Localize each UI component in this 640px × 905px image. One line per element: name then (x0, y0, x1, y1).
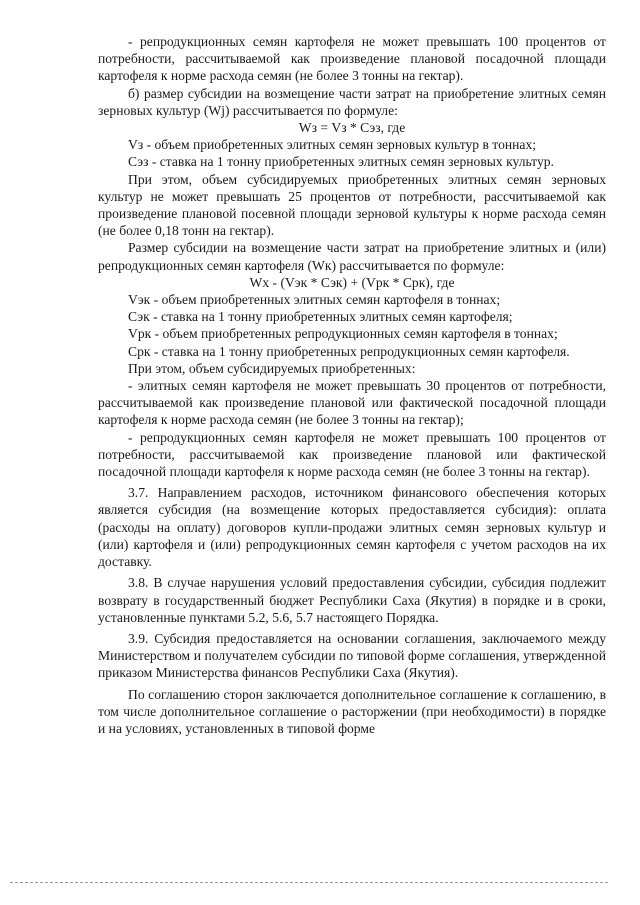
paragraph: Размер субсидии на возмещение части затрат на приобретение элитных и (или) репродукционных семян картофеля (Wк) рассчитывается по формуле: (98, 240, 606, 273)
definition-line: Vз - объем приобретенных элитных семян зерновых культур в тоннах; (128, 137, 537, 153)
section-3-8: 3.8. В случае нарушения условий предоставления субсидии, субсидия подлежит возврату в государственный бюджет Республики Саха (Якутия) в порядке и в сроки, установленные пунктами 5.2, 5.6, 5.7 настоящего Порядка. (98, 575, 606, 625)
definition-line: Сэз - ставка на 1 тонну приобретенных элитных семян зерновых культур. (128, 154, 554, 170)
formula-wz: Wз = Vз * Сэз, где (298, 120, 406, 136)
definition-line: Сэк - ставка на 1 тонну приобретенных элитных семян картофеля; (128, 309, 513, 325)
definition-line: Срк - ставка на 1 тонну приобретенных репродукционных семян картофеля. (128, 343, 570, 359)
list-item: - элитных семян картофеля не может превышать 30 процентов от потребности, рассчитываемой как произведение плановой или фактической посадочной площади картофеля к норме расхода семян (не более 3 тонны на гектар); (98, 378, 606, 428)
paragraph: По соглашению сторон заключается дополнительное соглашение к соглашению, в том числе дополнительное соглашение о расторжении (при необходимости) в порядке и на условиях, установленных в типовой форме (98, 686, 606, 736)
definition-line: Vэк - объем приобретенных элитных семян картофеля в тоннах; (128, 292, 501, 308)
document-body (98, 33, 606, 737)
paragraph: При этом, объем субсидируемых приобретенных элитных семян зерновых культур не может превышать 25 процентов от потребности, рассчитываемой как произведение плановой посевной площади зерновой культуры к норме расхода семян (не более 0,18 тонн на гектар). (98, 171, 606, 239)
definition-line: Vрк - объем приобретенных репродукционных семян картофеля в тоннах; (128, 326, 558, 342)
formula-wk: Wх - (Vэк * Сэк) + (Vрк * Срк), где (249, 274, 455, 290)
section-3-7: 3.7. Направлением расходов, источником финансового обеспечения которых является субсидия (на возмещение которых предоставляется субсидия): оплата (расходы на оплату) договоров купли-продажи элитных семян зерновых культур и (или) картофеля и (или) репродукционных семян картофеля с учетом расходов на их доставку. (98, 485, 606, 570)
list-item: - репродукционных семян картофеля не может превышать 100 процентов от потребности, рассчитываемой как произведение плановой или фактической посадочной площади картофеля к норме расхода семян (не более 3 тонны на гектар). (98, 429, 606, 480)
scan-artifact-line (10, 882, 608, 884)
paragraph: б) размер субсидии на возмещение части затрат на приобретение элитных семян зерновых культур (Wj) рассчитывается по формуле: (98, 85, 606, 118)
paragraph: При этом, объем субсидируемых приобретенных: (128, 360, 416, 376)
section-3-9: 3.9. Субсидия предоставляется на основании соглашения, заключаемого между Министерством и получателем субсидии по типовой форме соглашения, утвержденной приказом Министерства финансов Республики Саха (Якутия). (98, 630, 606, 681)
paragraph: - репродукционных семян картофеля не может превышать 100 процентов от потребности, рассчитываемой как произведение плановой посадочной площади картофеля к норме расхода семян (не более 3 тонны на гектар). (98, 34, 606, 84)
